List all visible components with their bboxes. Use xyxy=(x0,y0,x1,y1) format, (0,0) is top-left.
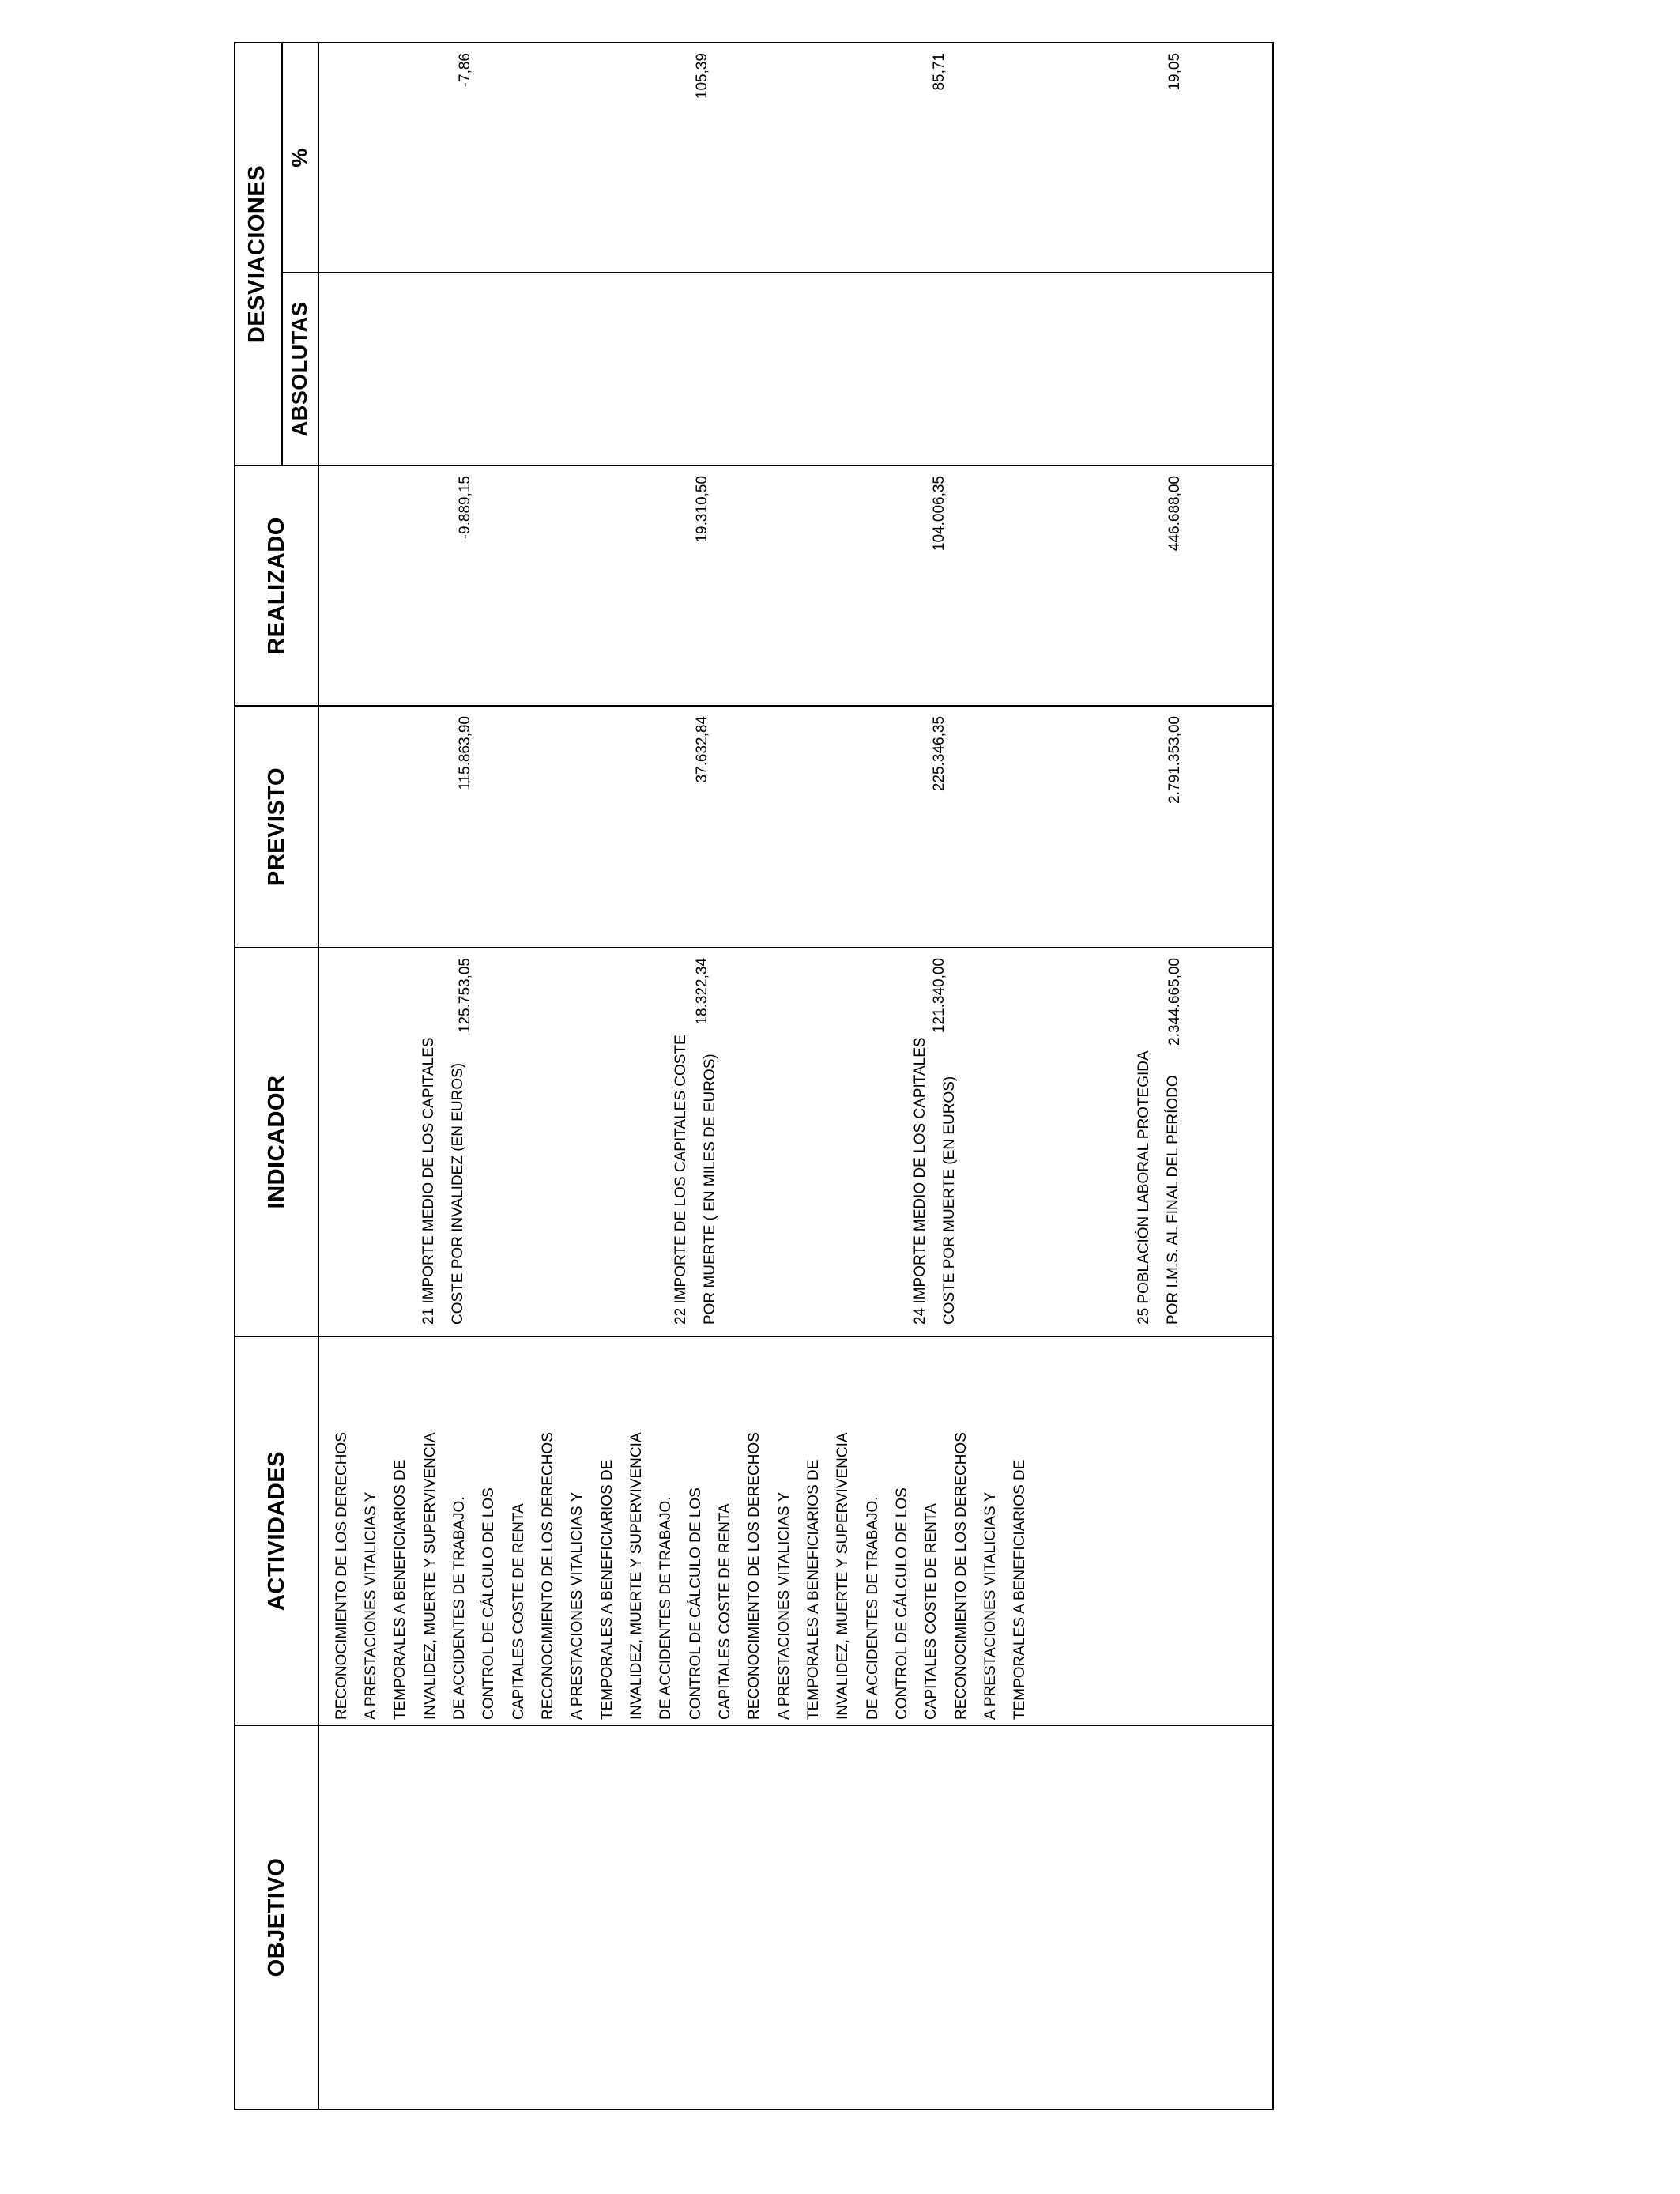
actividades-line: INVALIDEZ, MUERTE Y SUPERVIVENCIA xyxy=(422,1432,439,1720)
header-desviaciones: DESVIACIONES xyxy=(244,164,269,344)
realizado-value: 225.346,35 xyxy=(931,716,947,792)
col-divider-6 xyxy=(281,272,1274,273)
previsto-value: 2.344.665,00 xyxy=(1166,958,1183,1046)
desviacion-porcentaje-value: -7,86 xyxy=(457,53,473,88)
table-border-top xyxy=(234,42,235,2110)
col-divider-3 xyxy=(234,947,1274,948)
actividades-line: CONTROL DE CÁLCULO DE LOS xyxy=(480,1487,497,1720)
actividades-line: A PRESTACIONES VITALICIAS Y xyxy=(363,1491,379,1720)
desviacion-absoluta-value: 104.006,35 xyxy=(931,476,947,552)
header-divider xyxy=(318,42,319,2110)
actividades-line: CAPITALES COSTE DE RENTA xyxy=(923,1503,940,1720)
indicador-line: 24 IMPORTE MEDIO DE LOS CAPITALES xyxy=(912,1037,929,1325)
header-previsto: PREVISTO xyxy=(264,767,289,887)
actividades-line: RECONOCIMIENTO DE LOS DERECHOS xyxy=(333,1432,350,1720)
actividades-line: A PRESTACIONES VITALICIAS Y xyxy=(776,1491,793,1720)
actividades-line: CONTROL DE CÁLCULO DE LOS xyxy=(894,1487,910,1720)
previsto-value: 18.322,34 xyxy=(694,958,710,1025)
col-divider-5 xyxy=(234,465,1274,466)
previsto-value: 121.340,00 xyxy=(931,958,947,1034)
previsto-value: 125.753,05 xyxy=(457,958,473,1034)
actividades-line: CAPITALES COSTE DE RENTA xyxy=(510,1503,527,1720)
realizado-value: 115.863,90 xyxy=(457,716,473,790)
header-absolutas: ABSOLUTAS xyxy=(288,301,311,437)
actividades-line: INVALIDEZ, MUERTE Y SUPERVIVENCIA xyxy=(834,1432,851,1720)
desviacion-porcentaje-value: 19,05 xyxy=(1166,53,1183,91)
realizado-value: 37.632,84 xyxy=(694,716,710,783)
table-border-bottom xyxy=(1272,42,1274,2110)
header-objetivo: OBJETIVO xyxy=(264,1857,289,1977)
desviaciones-subheader-divider xyxy=(281,42,283,466)
indicador-line: 21 IMPORTE MEDIO DE LOS CAPITALES xyxy=(420,1037,437,1325)
actividades-line: DE ACCIDENTES DE TRABAJO. xyxy=(657,1496,674,1720)
actividades-line: DE ACCIDENTES DE TRABAJO. xyxy=(451,1496,468,1720)
actividades-line: TEMPORALES A BENEFICIARIOS DE xyxy=(392,1459,409,1720)
desviacion-porcentaje-value: 85,71 xyxy=(931,53,947,91)
desviacion-absoluta-value: 446.688,00 xyxy=(1166,476,1183,552)
indicador-line: POR I.M.S. AL FINAL DEL PERÍODO xyxy=(1165,1075,1181,1325)
header-indicador: INDICADOR xyxy=(264,1075,289,1209)
actividades-line: CONTROL DE CÁLCULO DE LOS xyxy=(687,1487,704,1720)
actividades-line: TEMPORALES A BENEFICIARIOS DE xyxy=(599,1459,616,1720)
table-border-right xyxy=(234,42,1274,43)
indicador-line: 25 POBLACIÓN LABORAL PROTEGIDA xyxy=(1136,1050,1152,1325)
indicador-line: 22 IMPORTE DE LOS CAPITALES COSTE xyxy=(672,1035,689,1325)
actividades-line: TEMPORALES A BENEFICIARIOS DE xyxy=(1011,1459,1028,1720)
actividades-line: RECONOCIMIENTO DE LOS DERECHOS xyxy=(540,1432,556,1720)
actividades-line: A PRESTACIONES VITALICIAS Y xyxy=(982,1491,999,1720)
desviacion-porcentaje-value: 105,39 xyxy=(694,53,710,100)
actividades-line: A PRESTACIONES VITALICIAS Y xyxy=(569,1491,586,1720)
actividades-line: RECONOCIMIENTO DE LOS DERECHOS xyxy=(746,1432,763,1720)
realizado-value: 2.791.353,00 xyxy=(1166,716,1183,804)
indicador-line: COSTE POR MUERTE (EN EUROS) xyxy=(941,1076,958,1325)
actividades-line: TEMPORALES A BENEFICIARIOS DE xyxy=(805,1459,822,1720)
desviacion-absoluta-value: 19.310,50 xyxy=(694,476,710,543)
indicador-line: COSTE POR INVALIDEZ (EN EUROS) xyxy=(450,1062,466,1325)
actividades-line: CAPITALES COSTE DE RENTA xyxy=(717,1503,733,1720)
actividades-line: INVALIDEZ, MUERTE Y SUPERVIVENCIA xyxy=(628,1432,645,1720)
header-porcentaje: % xyxy=(288,148,311,168)
actividades-line: DE ACCIDENTES DE TRABAJO. xyxy=(864,1496,881,1720)
col-divider-1 xyxy=(234,1725,1274,1726)
table-border-left xyxy=(234,2109,1274,2110)
header-realizado: REALIZADO xyxy=(264,517,289,654)
desviacion-absoluta-value: -9.889,15 xyxy=(457,476,473,540)
indicador-line: POR MUERTE ( EN MILES DE EUROS) xyxy=(702,1054,718,1325)
col-divider-2 xyxy=(234,1336,1274,1337)
col-divider-4 xyxy=(234,705,1274,707)
actividades-line: RECONOCIMIENTO DE LOS DERECHOS xyxy=(953,1432,970,1720)
header-actividades: ACTIVIDADES xyxy=(264,1450,289,1612)
